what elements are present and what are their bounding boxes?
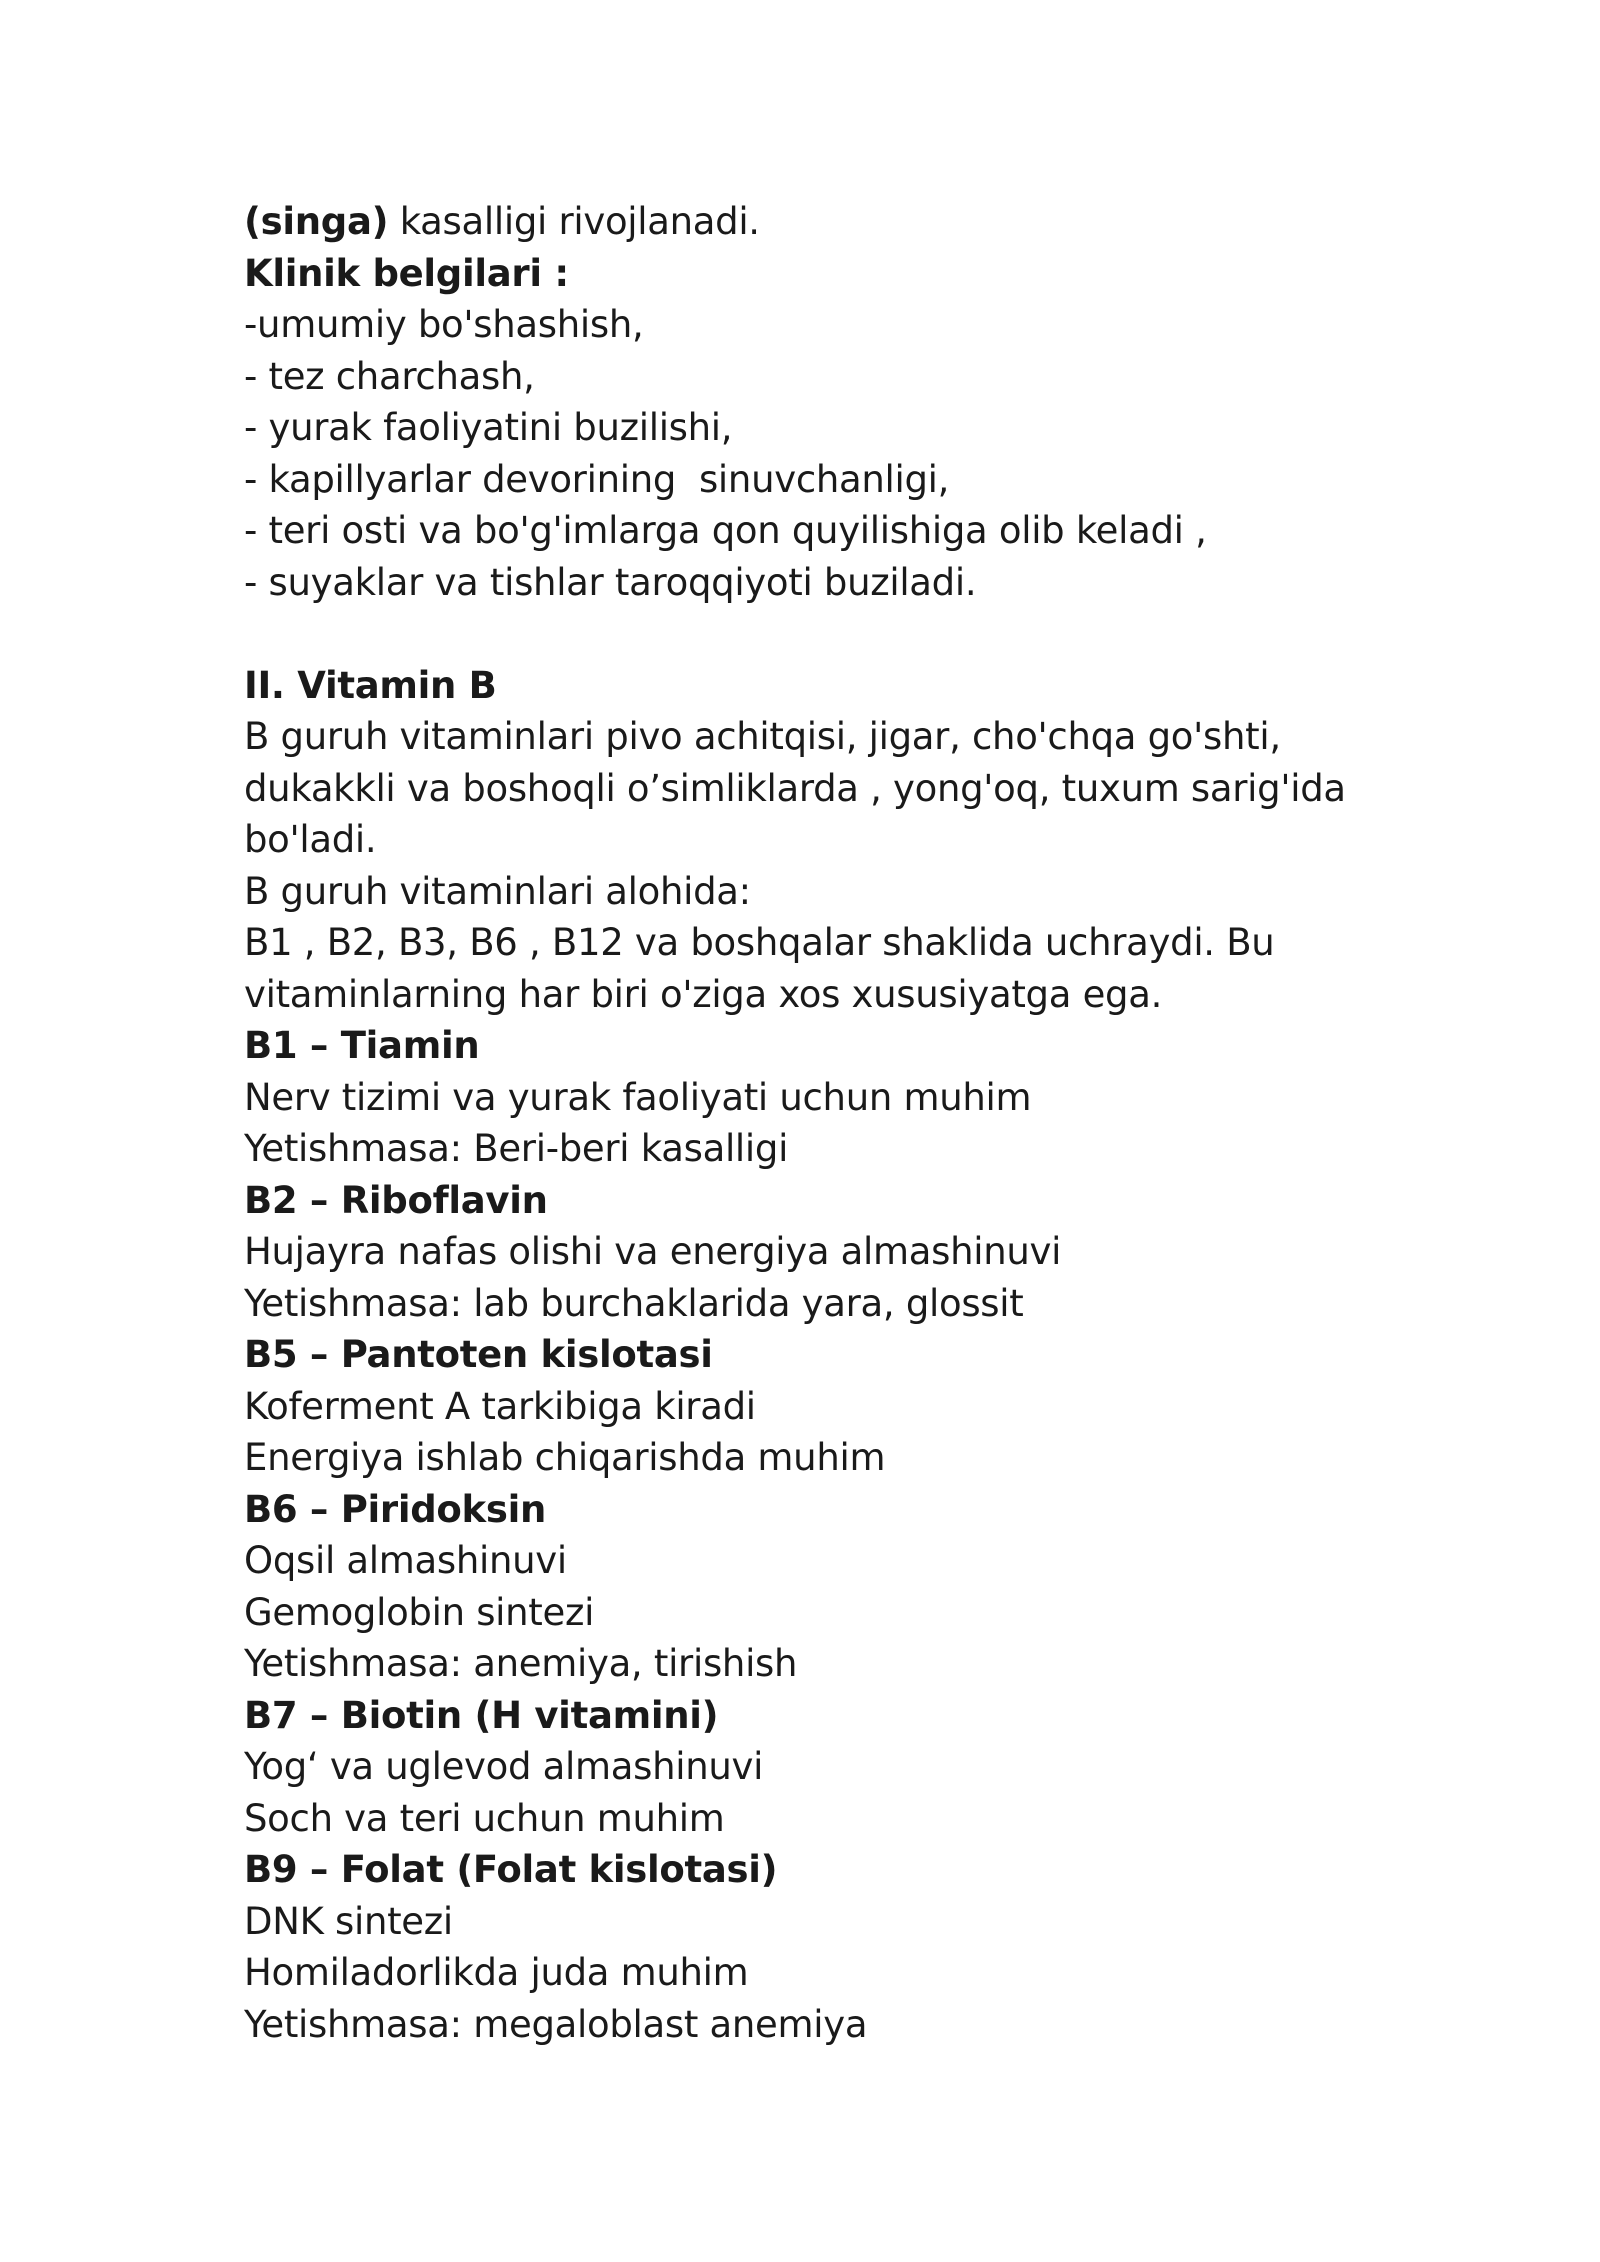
intro-bold: (singa) [244, 200, 389, 243]
vitamin-b-group-line: B guruh vitaminlari alohida: [244, 869, 751, 913]
vitamin-detail: Koferment A tarkibiga kiradi [244, 1384, 756, 1428]
clinical-item: - kapillyarlar devorining sinuvchanligi, [244, 457, 950, 501]
section-heading-vitamin-b: II. Vitamin B [244, 663, 497, 707]
clinical-item: - suyaklar va tishlar taroqqiyoti buziladi. [244, 560, 977, 604]
vitamin-detail: Nerv tizimi va yurak faoliyati uchun muhim [244, 1075, 1032, 1119]
clinical-item: - teri osti va bo'g'imlarga qon quyilishiga olib keladi , [244, 509, 1207, 552]
vitamin-title-b6: B6 – Piridoksin [244, 1487, 546, 1531]
vitamin-title-b7: B7 – Biotin (H vitamini) [244, 1693, 719, 1737]
vitamin-detail: Yetishmasa: Beri-beri kasalligi [244, 1127, 789, 1170]
vitamin-title-b9: B9 – Folat (Folat kislotasi) [244, 1848, 778, 1891]
vitamin-detail: Oqsil almashinuvi [244, 1539, 567, 1582]
vitamin-b-forms-paragraph: B1 , B2, B3, B6 , B12 va boshqalar shaklida uchraydi. Bu vitaminlarning har biri o'ziga xos xususiyatga ega. [244, 921, 1275, 1016]
vitamin-detail: Homiladorlikda juda muhim [244, 1951, 749, 1994]
intro-rest: kasalligi rivojlanadi. [388, 200, 760, 243]
document-page [244, 196, 1424, 2050]
vitamin-detail: Gemoglobin sintezi [244, 1590, 595, 1634]
vitamin-detail: Yetishmasa: lab burchaklarida yara, glossit [244, 1281, 1024, 1325]
clinical-item: - tez charchash, [244, 354, 535, 398]
vitamin-title-b5: B5 – Pantoten kislotasi [244, 1333, 713, 1376]
section-gap [244, 608, 1424, 660]
clinical-item: -umumiy bo'shashish, [244, 303, 644, 346]
vitamin-detail: Hujayra nafas olishi va energiya almashinuvi [244, 1230, 1062, 1273]
vitamin-detail: Yog‘ va uglevod almashinuvi [244, 1745, 764, 1788]
vitamin-detail: Yetishmasa: anemiya, tirishish [244, 1642, 798, 1685]
clinical-item: - yurak faoliyatini buzilishi, [244, 406, 733, 449]
clinical-heading: Klinik belgilari : [244, 251, 569, 295]
vitamin-detail: Soch va teri uchun muhim [244, 1796, 725, 1840]
vitamin-b-sources-paragraph: B guruh vitaminlari pivo achitqisi, jigar, cho'chqa go'shti, dukakkli va boshoqli o’simliklarda , yong'oq, tuxum sarig'ida bo'ladi. [244, 715, 1346, 861]
vitamin-title-b2: B2 – Riboflavin [244, 1178, 548, 1222]
intro-line [244, 196, 1424, 248]
vitamin-detail: Energiya ishlab chiqarishda muhim [244, 1436, 886, 1479]
vitamin-detail: DNK sintezi [244, 1899, 453, 1943]
vitamin-detail: Yetishmasa: megaloblast anemiya [244, 2002, 868, 2046]
vitamin-title-b1: B1 – Tiamin [244, 1024, 480, 1067]
